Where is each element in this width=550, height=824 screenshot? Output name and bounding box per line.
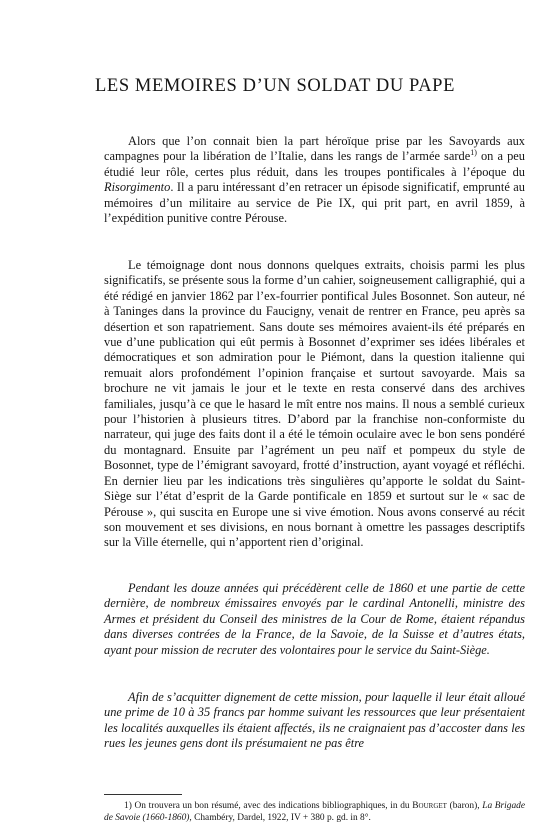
- intro-text-start: Alors que l’on connait bien la part héroïque prise par les Savoyards aux campagnes pour la libération de l’Italie, dans les rangs de l’armée sarde: [104, 134, 525, 164]
- footnote-text-1: On trouvera un bon résumé, avec des indications bibliographiques, in du: [131, 801, 413, 811]
- article-title: LES MEMOIRES D’UN SOLDAT DU PAPE: [95, 76, 455, 96]
- footnote-reference: 1): [470, 148, 477, 158]
- footnote: [104, 800, 525, 824]
- testimony-paragraph: Le témoignage dont nous donnons quelques extraits, choisis parmi les plus significatifs, se présente sous la forme d’un cahier, soigneusement calligraphié, qui a été rédigé en janvier 1862 par l’ex-fourrier pontifical Jules Bosonnet. Son auteur, né à Taninges dans la province du Faucigny, venait de rentrer en France, peu après sa désertion et son rapatriement. Sans doute ses mémoires avaient-ils été préparés en vue d’une publication qui eût permis à Bosonnet d’exprimer ses idées libérales et démocratiques et son admiration pour le Piémont, dans la question italienne qui remuait alors profondément l’opinion française et surtout savoyarde. Mais sa brochure ne vit jamais le jour et le texte en resta conservé dans des archives familiales, jusqu’à ce que le hasard le mît entre nos mains. Il nous a semblé curieux pour l’historien à plusieurs titres. D’abord par la franchise non-conformiste du narrateur, qui juge des faits dont il a été le témoin oculaire avec le bon sens pondéré du montagnard. Ensuite par l’agrément un peu naïf et pompeux du style de Bosonnet, type de l’émigrant savoyard, frotté d’instruction, ayant voyagé et réfléchi. En dernier lieu par les indications très singulières qu’apporte le soldat du Saint-Siège sur l’état d’esprit de la Garde pontificale en 1859 et surtout sur le « sac de Pérouse », qui suscita en Europe une si vive émotion. Nous avons conservé au récit son mouvement et ses divisions, en nous bornant à omettre les passages descriptifs sur la Ville éternelle, qui n’apportent rien d’original.: [104, 258, 525, 550]
- footnote-text-2: (baron),: [446, 801, 483, 811]
- footnote-divider: [104, 794, 182, 795]
- memoir-excerpt-paragraph-1: Pendant les douze années qui précédèrent celle de 1860 et une partie de cette dernière, de nombreux émissaires envoyés par le cardinal Antonelli, ministre des Armes et président du Conseil des ministres de la Cour de Rome, étaient répandus dans diverses contrées de la France, de la Savoie, de la Suisse et d’autres états, ayant pour mission de recruter des volontaires pour le service du Saint-Siège.: [104, 581, 525, 657]
- intro-paragraph: [104, 134, 525, 226]
- footnote-book-title: La Brigade de Savoie (1660-1860): [104, 801, 526, 823]
- memoir-excerpt-paragraph-2: Afin de s’acquitter dignement de cette mission, pour laquelle il leur était alloué une prime de 10 à 35 francs par homme suivant les ressources que leur présentaient les localités auxquelles ils étaient affectés, ils ne craignaient pas d’accoster dans les rues les jeunes gens dont ils présumaient ne pas être: [104, 690, 525, 751]
- intro-text-end: . Il a paru intéressant d’en retracer un épisode significatif, emprunté au mémoires d’un militaire au service de Pie IX, qui prit part, en avril 1859, à l’expédition punitive contre Pérouse.: [104, 180, 525, 226]
- footnote-marker: 1): [124, 801, 132, 811]
- footnote-text-3: , Chambéry, Dardel, 1922, IV + 380 p. gd. in 8°.: [189, 813, 371, 823]
- risorgimento-term: Risorgimento: [104, 180, 171, 195]
- intro-text-middle: on a peu étudié leur rôle, certes plus réduit, dans les troupes pontificales à l’époque du: [104, 149, 525, 179]
- footnote-author: Bourget: [412, 801, 447, 811]
